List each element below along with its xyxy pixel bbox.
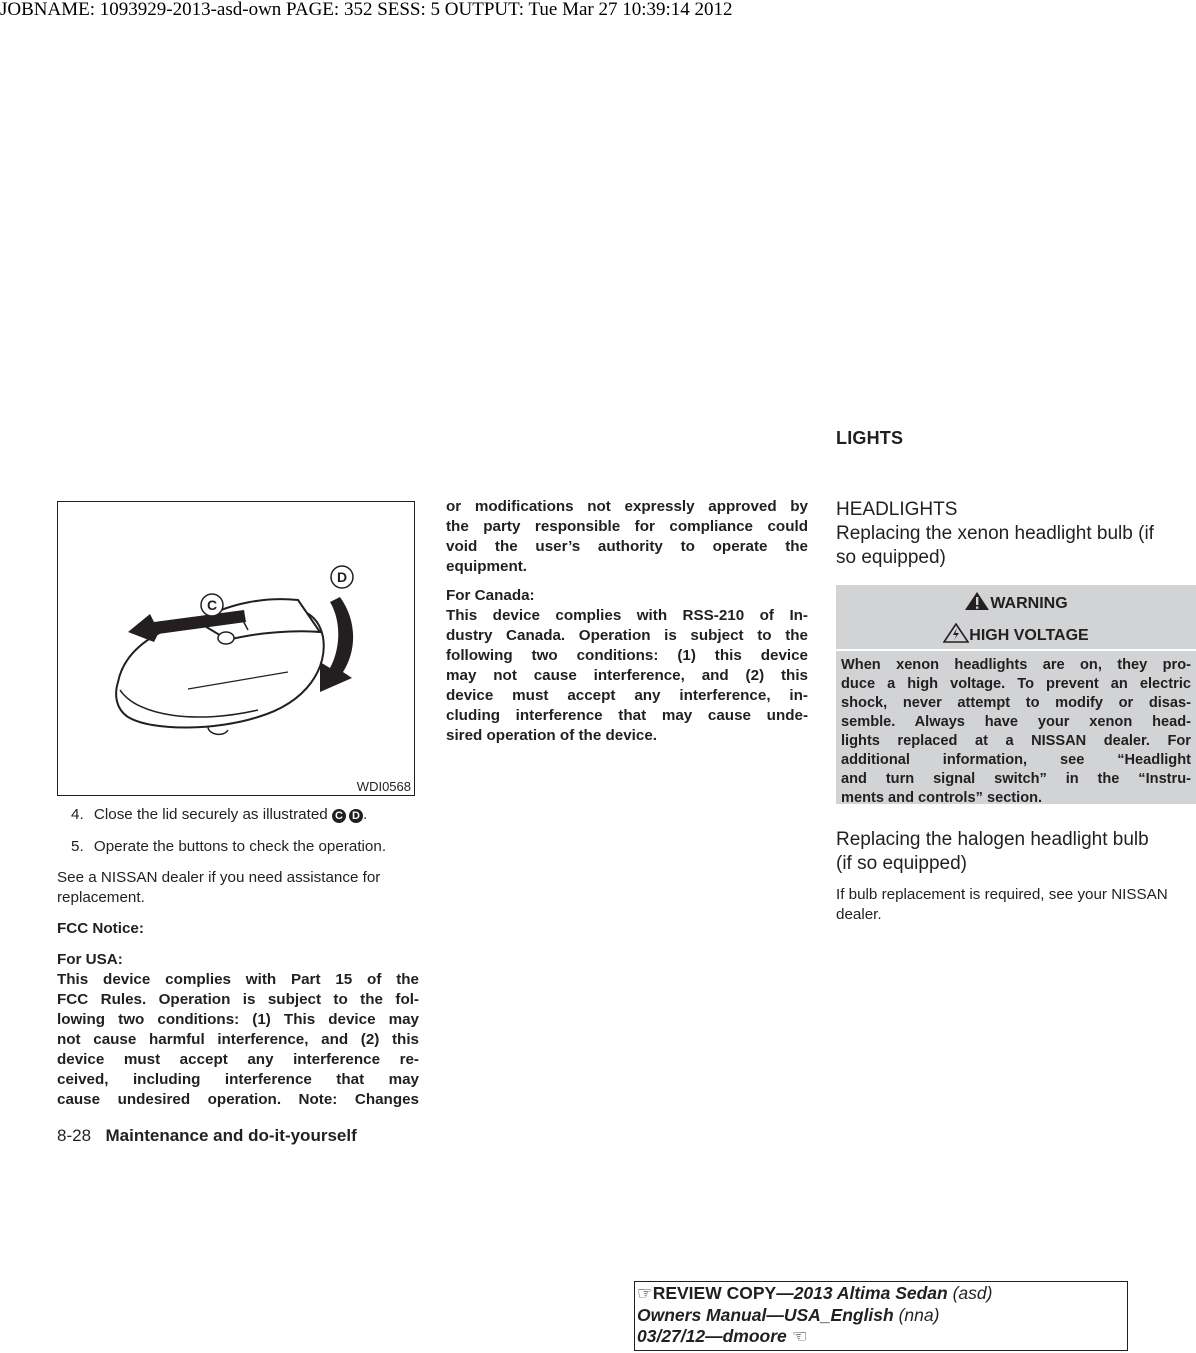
canada-line: This device complies with RSS-210 of In-	[446, 607, 808, 624]
usa-line: device must accept any interference re-	[57, 1051, 419, 1068]
canada-paragraph	[446, 606, 808, 746]
arrow-d	[320, 597, 353, 692]
usa-line: not cause harmful interference, and (2) this	[57, 1031, 419, 1048]
warning-title-row	[836, 591, 1196, 613]
warning-line: additional information, see “Headlight	[841, 752, 1191, 768]
usa-line: lowing two conditions: (1) This device may	[57, 1011, 419, 1028]
review-copy-box	[634, 1281, 1128, 1351]
review-model-code: (asd)	[947, 1283, 993, 1303]
continuation-line: the party responsible for compliance could	[446, 518, 808, 535]
warning-line: duce a high voltage. To prevent an electric	[841, 676, 1191, 692]
canada-line: cluding interference that may cause unde-	[446, 707, 808, 724]
usa-line: FCC Rules. Operation is subject to the fol-	[57, 991, 419, 1008]
callout-d-badge: D	[349, 809, 363, 823]
review-manual: Owners Manual—USA_English	[637, 1304, 894, 1325]
halogen-heading-line: Replacing the halogen headlight bulb	[836, 829, 1149, 850]
step-5-text: Operate the buttons to check the operation.	[93, 838, 387, 855]
page-footer	[57, 1126, 357, 1146]
headlights-title: HEADLIGHTS	[836, 499, 958, 520]
fcc-continuation	[446, 497, 808, 577]
canada-line: device must accept any interference, in-	[446, 687, 808, 704]
halogen-line: If bulb replacement is required, see your NISSAN	[836, 886, 1168, 903]
step-4-number: 4.	[71, 806, 84, 823]
warning-line: and turn signal switch” in the “Instru-	[841, 771, 1191, 787]
warning-body	[836, 651, 1196, 804]
review-line-2	[637, 1305, 1127, 1327]
xenon-heading-line: so equipped)	[836, 547, 946, 568]
dealer-line-1: See a NISSAN dealer if you need assistance for	[57, 869, 381, 886]
canada-line: following two conditions: (1) this device	[446, 647, 808, 664]
review-manual-code: (nna)	[893, 1304, 940, 1325]
pointing-hand-left-icon: ☜	[786, 1326, 808, 1346]
warning-line: lights replaced at a NISSAN dealer. For	[841, 733, 1191, 749]
page-number: 8-28	[57, 1126, 92, 1145]
section-header: LIGHTS	[836, 428, 904, 448]
voltage-title-row	[836, 623, 1196, 645]
step-4-end: .	[362, 806, 368, 823]
canada-line: may not cause interference, and (2) this	[446, 667, 808, 684]
xenon-heading-line: Replacing the xenon headlight bulb (if	[836, 523, 1154, 544]
warning-line: semble. Always have your xenon head-	[841, 714, 1191, 730]
high-voltage-icon	[943, 623, 969, 643]
usa-line: ceived, including interference that may	[57, 1071, 419, 1088]
callout-d-label: D	[336, 569, 348, 585]
review-line-1	[637, 1283, 1127, 1305]
warning-line: shock, never attempt to modify or disas-	[841, 695, 1191, 711]
continuation-line: equipment.	[446, 558, 528, 575]
chapter-title: Maintenance and do-it-yourself	[105, 1126, 357, 1145]
review-line-3	[637, 1326, 1127, 1348]
warning-triangle-icon	[964, 591, 990, 611]
halogen-heading	[836, 828, 1196, 876]
canada-line: dustry Canada. Operation is subject to the	[446, 627, 808, 644]
key-fob-figure	[57, 501, 415, 796]
canada-line: sired operation of the device.	[446, 727, 657, 744]
usa-line: This device complies with Part 15 of the	[57, 971, 419, 988]
pointing-hand-icon: ☞	[637, 1283, 653, 1303]
warning-header	[836, 585, 1196, 649]
dealer-paragraph	[57, 868, 419, 908]
xenon-heading	[836, 522, 1196, 570]
fcc-notice-heading: FCC Notice:	[57, 920, 144, 937]
step-4	[71, 805, 367, 825]
step-4-text: Close the lid securely as illustrated	[93, 806, 328, 823]
review-prefix: REVIEW COPY—	[652, 1283, 794, 1303]
step-5	[71, 837, 386, 857]
review-model: 2013 Altima Sedan	[793, 1283, 948, 1303]
step-5-number: 5.	[71, 838, 84, 855]
dealer-line-2: replacement.	[57, 889, 145, 906]
for-usa-heading: For USA:	[57, 951, 123, 968]
halogen-paragraph	[836, 885, 1196, 925]
for-canada-heading: For Canada:	[446, 587, 535, 604]
halogen-heading-line: (if so equipped)	[836, 853, 967, 874]
figure-code: WDI0568	[356, 779, 411, 794]
callout-c-badge: C	[332, 809, 346, 823]
job-info-line: JOBNAME: 1093929-2013-asd-own PAGE: 352 SESS: 5 OUTPUT: Tue Mar 27 10:39:14 2012	[0, 0, 733, 20]
callout-c-label: C	[206, 597, 218, 613]
continuation-line: or modifications not expressly approved by	[446, 498, 808, 515]
warning-title: WARNING	[990, 595, 1068, 612]
continuation-line: void the user’s authority to operate the	[446, 538, 808, 555]
halogen-line: dealer.	[836, 906, 882, 923]
voltage-title: HIGH VOLTAGE	[969, 627, 1089, 644]
usa-paragraph	[57, 970, 419, 1110]
warning-line: When xenon headlights are on, they pro-	[841, 657, 1191, 673]
key-fob-illustration	[58, 502, 414, 795]
usa-line: cause undesired operation. Note: Changes	[57, 1091, 419, 1108]
warning-text	[841, 656, 1191, 808]
warning-box	[836, 585, 1196, 820]
warning-line: ments and controls” section.	[841, 790, 1043, 806]
review-date-user: 03/27/12—dmoore	[637, 1326, 787, 1346]
